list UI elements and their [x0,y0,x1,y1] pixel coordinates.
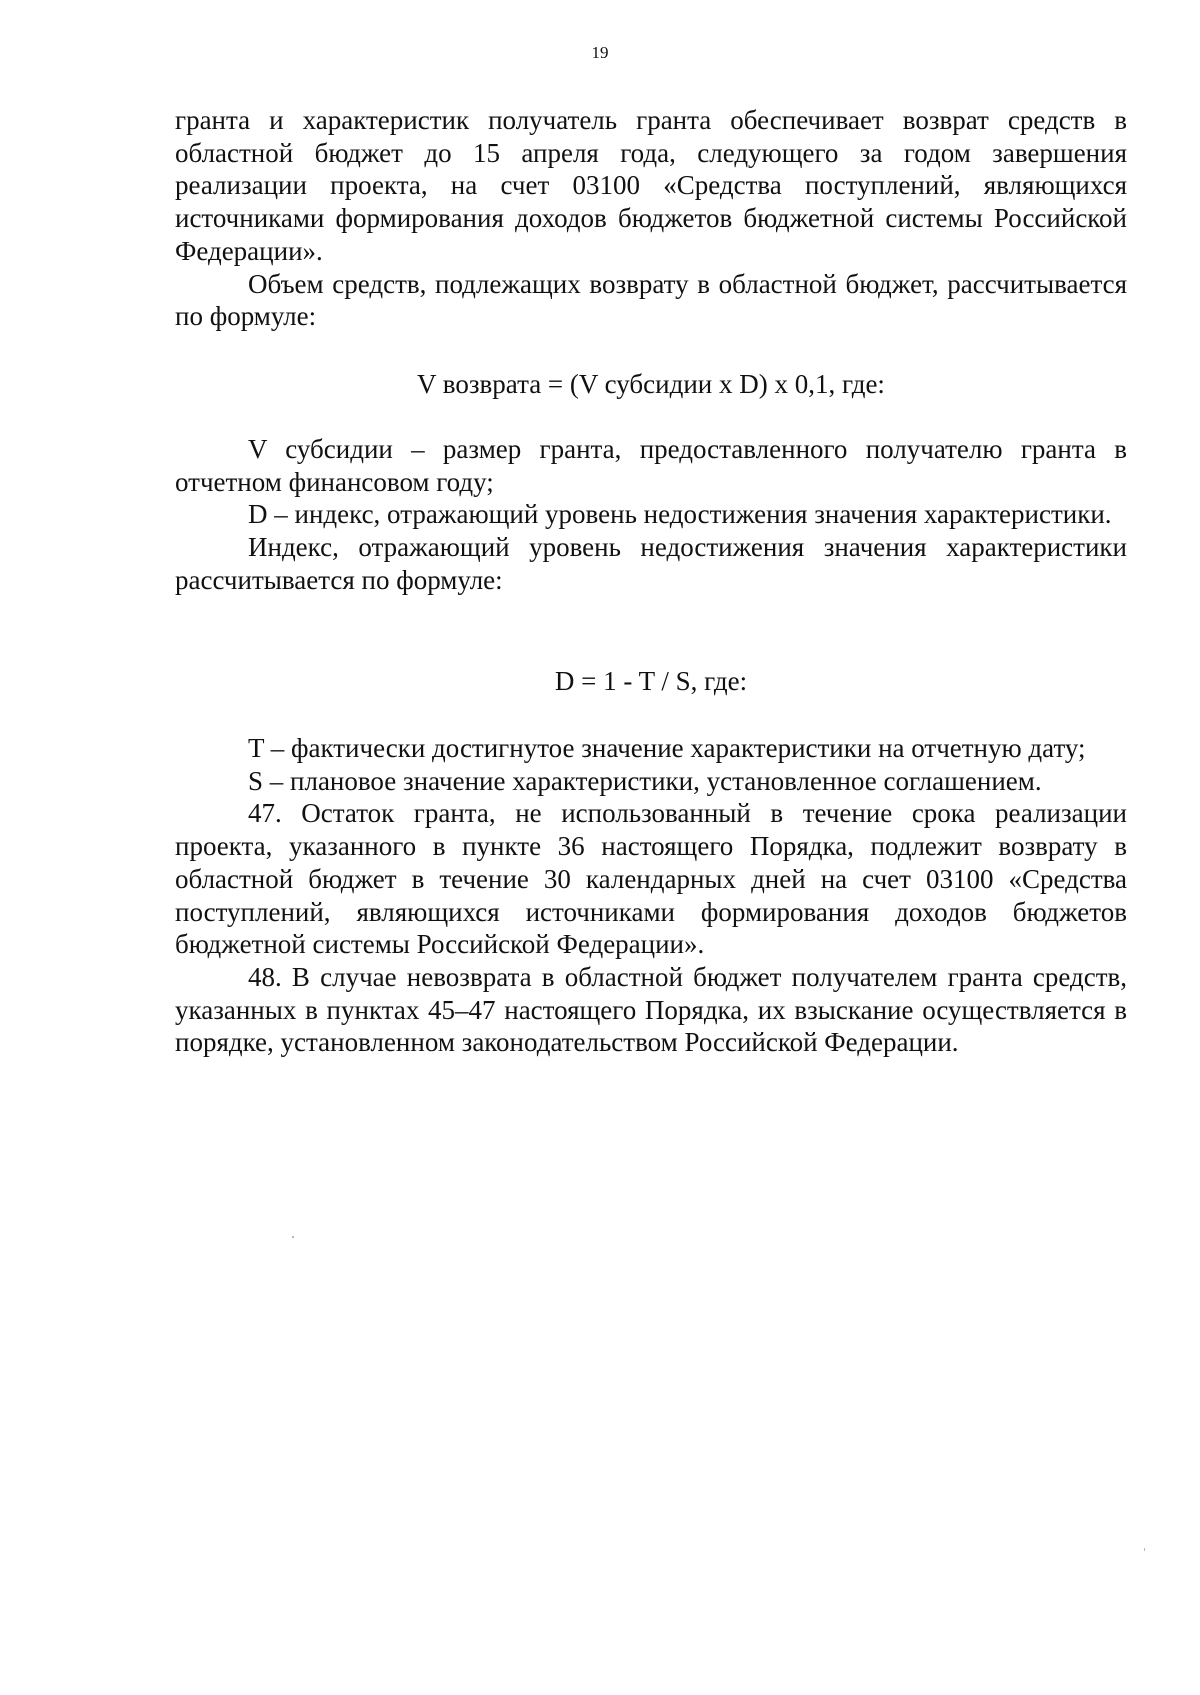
text-block-provisions [175,732,1127,1059]
paragraph-item-48: 48. В случае невозврата в областной бюджет получателем гранта средств, указанных в пунктах 45–47 настоящего Порядка, их взыскание осуществляется в порядке, установленном законодательством Российской Федерации. [175,961,1127,1058]
paragraph: S – плановое значение характеристики, установленное соглашением. [248,765,1042,796]
text-block-definitions [175,433,1127,597]
scan-speck [1144,1548,1145,1551]
formula-return-amount: V возврата = (V субсидии x D) x 0,1, где: [417,369,885,399]
page-number: 19 [591,43,609,62]
paragraph: Индекс, отражающий уровень недостижения значения характеристики рассчитывается по формуле: [175,532,1127,595]
paragraph: Объем средств, подлежащих возврату в областной бюджет, рассчитывается по формуле: [175,268,1127,332]
paragraph: D – индекс, отражающий уровень недостижения значения характеристики. [248,499,1112,530]
scan-speck [292,1236,294,1238]
formula-index: D = 1 - T / S, где: [554,666,748,696]
text-block-intro [175,104,1127,333]
paragraph: T – фактически достигнутое значение характеристики на отчетную дату; [248,733,1086,763]
paragraph: гранта и характеристик получатель гранта обеспечивает возврат средств в областной бюджет до 15 апреля года, следующего за годом завершения реализации проекта, на счет 03100 «Средства поступлений, являющихся источниками формирования доходов бюджетов бюджетной системы Российской Федерации». [175,105,1127,266]
paragraph-item-47: 47. Остаток гранта, не использованный в течение срока реализации проекта, указанного в пункте 36 настоящего Порядка, подлежит возврату в областной бюджет в течение 30 календарных дней на счет 03100 «Средства поступлений, являющихся источниками формирования доходов бюджетов бюджетной системы Российской Федерации». [175,798,1127,960]
paragraph: V субсидии – размер гранта, предоставленного получателю гранта в отчетном финансовом году; [175,434,1127,497]
